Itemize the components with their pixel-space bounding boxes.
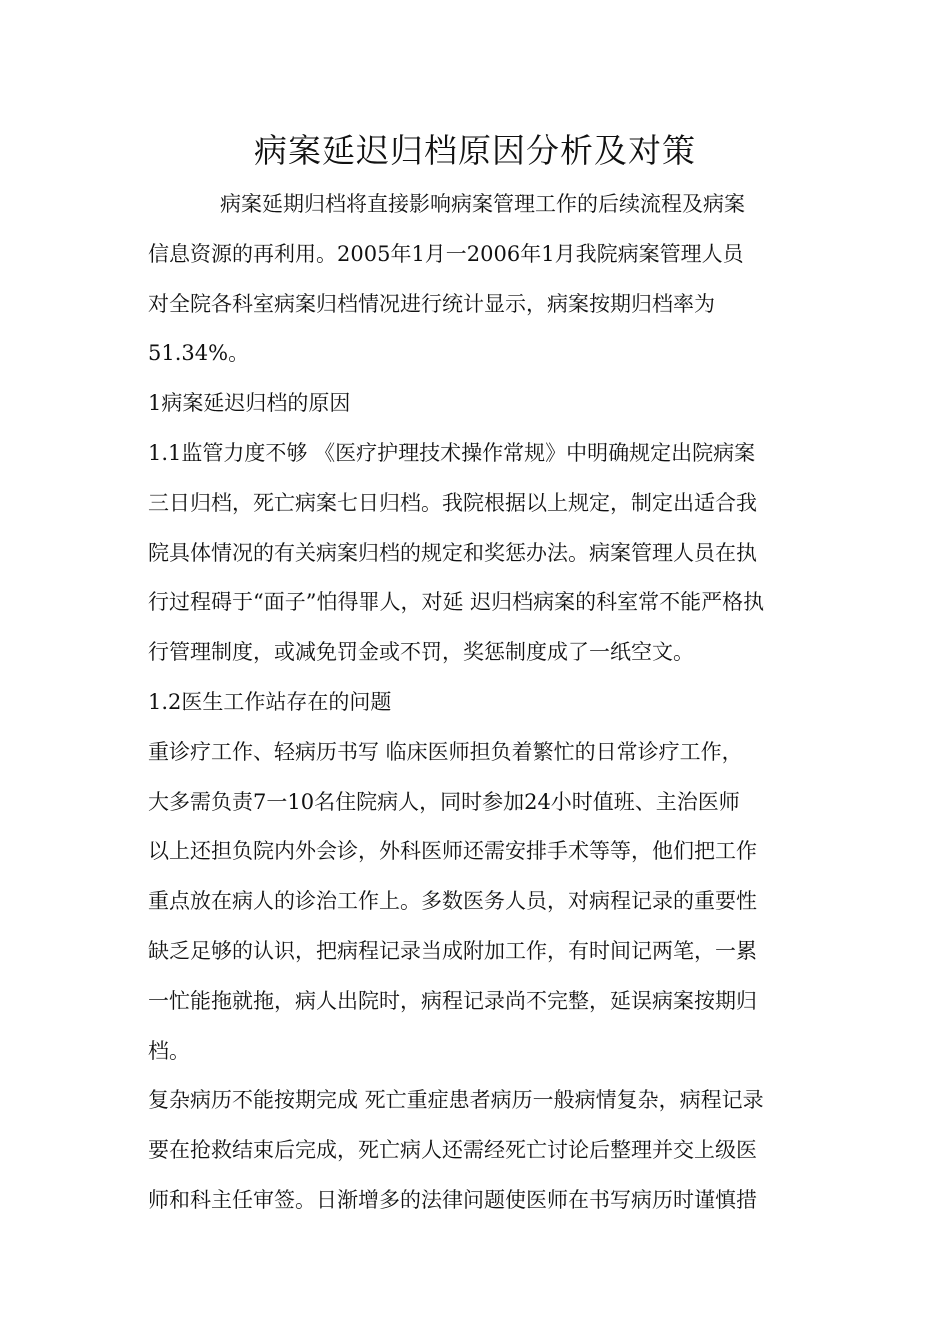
paragraph-line: 要在抢救结束后完成，死亡病人还需经死亡讨论后整理并交上级医 [148,1138,757,1163]
paragraph-line: 51.34%。 [148,341,250,366]
paragraph-line: 三日归档，死亡病案七日归档。我院根据以上规定，制定出适合我 [148,490,757,515]
paragraph-line: 重诊疗工作、轻病历书写 临床医师担负着繁忙的日常诊疗工作， [148,739,743,764]
paragraph-line: 复杂病历不能按期完成 死亡重症患者病历一般病情复杂，病程记录 [148,1088,764,1113]
paragraph-line: 一忙能拖就拖，病人出院时，病程记录尚不完整，延误病案按期归 [148,988,757,1013]
paragraph-line: 师和科主任审签。日渐增多的法律问题使医师在书写病历时谨慎措 [148,1187,757,1212]
paragraph-line: 行管理制度，或减免罚金或不罚，奖惩制度成了一纸空文。 [148,640,694,665]
paragraph-line: 以上还担负院内外会诊，外科医师还需安排手术等等，他们把工作 [148,839,757,864]
paragraph-line: 对全院各科室病案归档情况进行统计显示，病案按期归档率为 [148,291,715,316]
paragraph-line: 缺乏足够的认识，把病程记录当成附加工作，有时间记两笔，一累 [148,938,757,963]
document-title: 病案延迟归档原因分析及对策 [254,131,696,170]
paragraph-line: 院具体情况的有关病案归档的规定和奖惩办法。病案管理人员在执 [148,540,757,565]
paragraph-line: 信息资源的再利用。2005年1月一2006年1月我院病案管理人员 [148,241,744,266]
document-body [148,180,808,1226]
paragraph-line: 1.1监管力度不够 《医疗护理技术操作常规》中明确规定出院病案 [148,440,756,465]
paragraph-line: 大多需负责7一10名住院病人，同时参加24小时值班、主治医师 [148,789,740,814]
paragraph-line: 病案延期归档将直接影响病案管理工作的后续流程及病案 [220,192,745,216]
section-heading: 1.2医生工作站存在的问题 [148,689,392,714]
paragraph-line: 重点放在病人的诊治工作上。多数医务人员，对病程记录的重要性 [148,889,757,914]
paragraph-line: 行过程碍于“面子”怕得罪人，对延 迟归档病案的科室常不能严格执 [148,590,765,615]
paragraph-line: 档。 [148,1038,190,1063]
section-heading: 1病案延迟归档的原因 [148,391,351,416]
